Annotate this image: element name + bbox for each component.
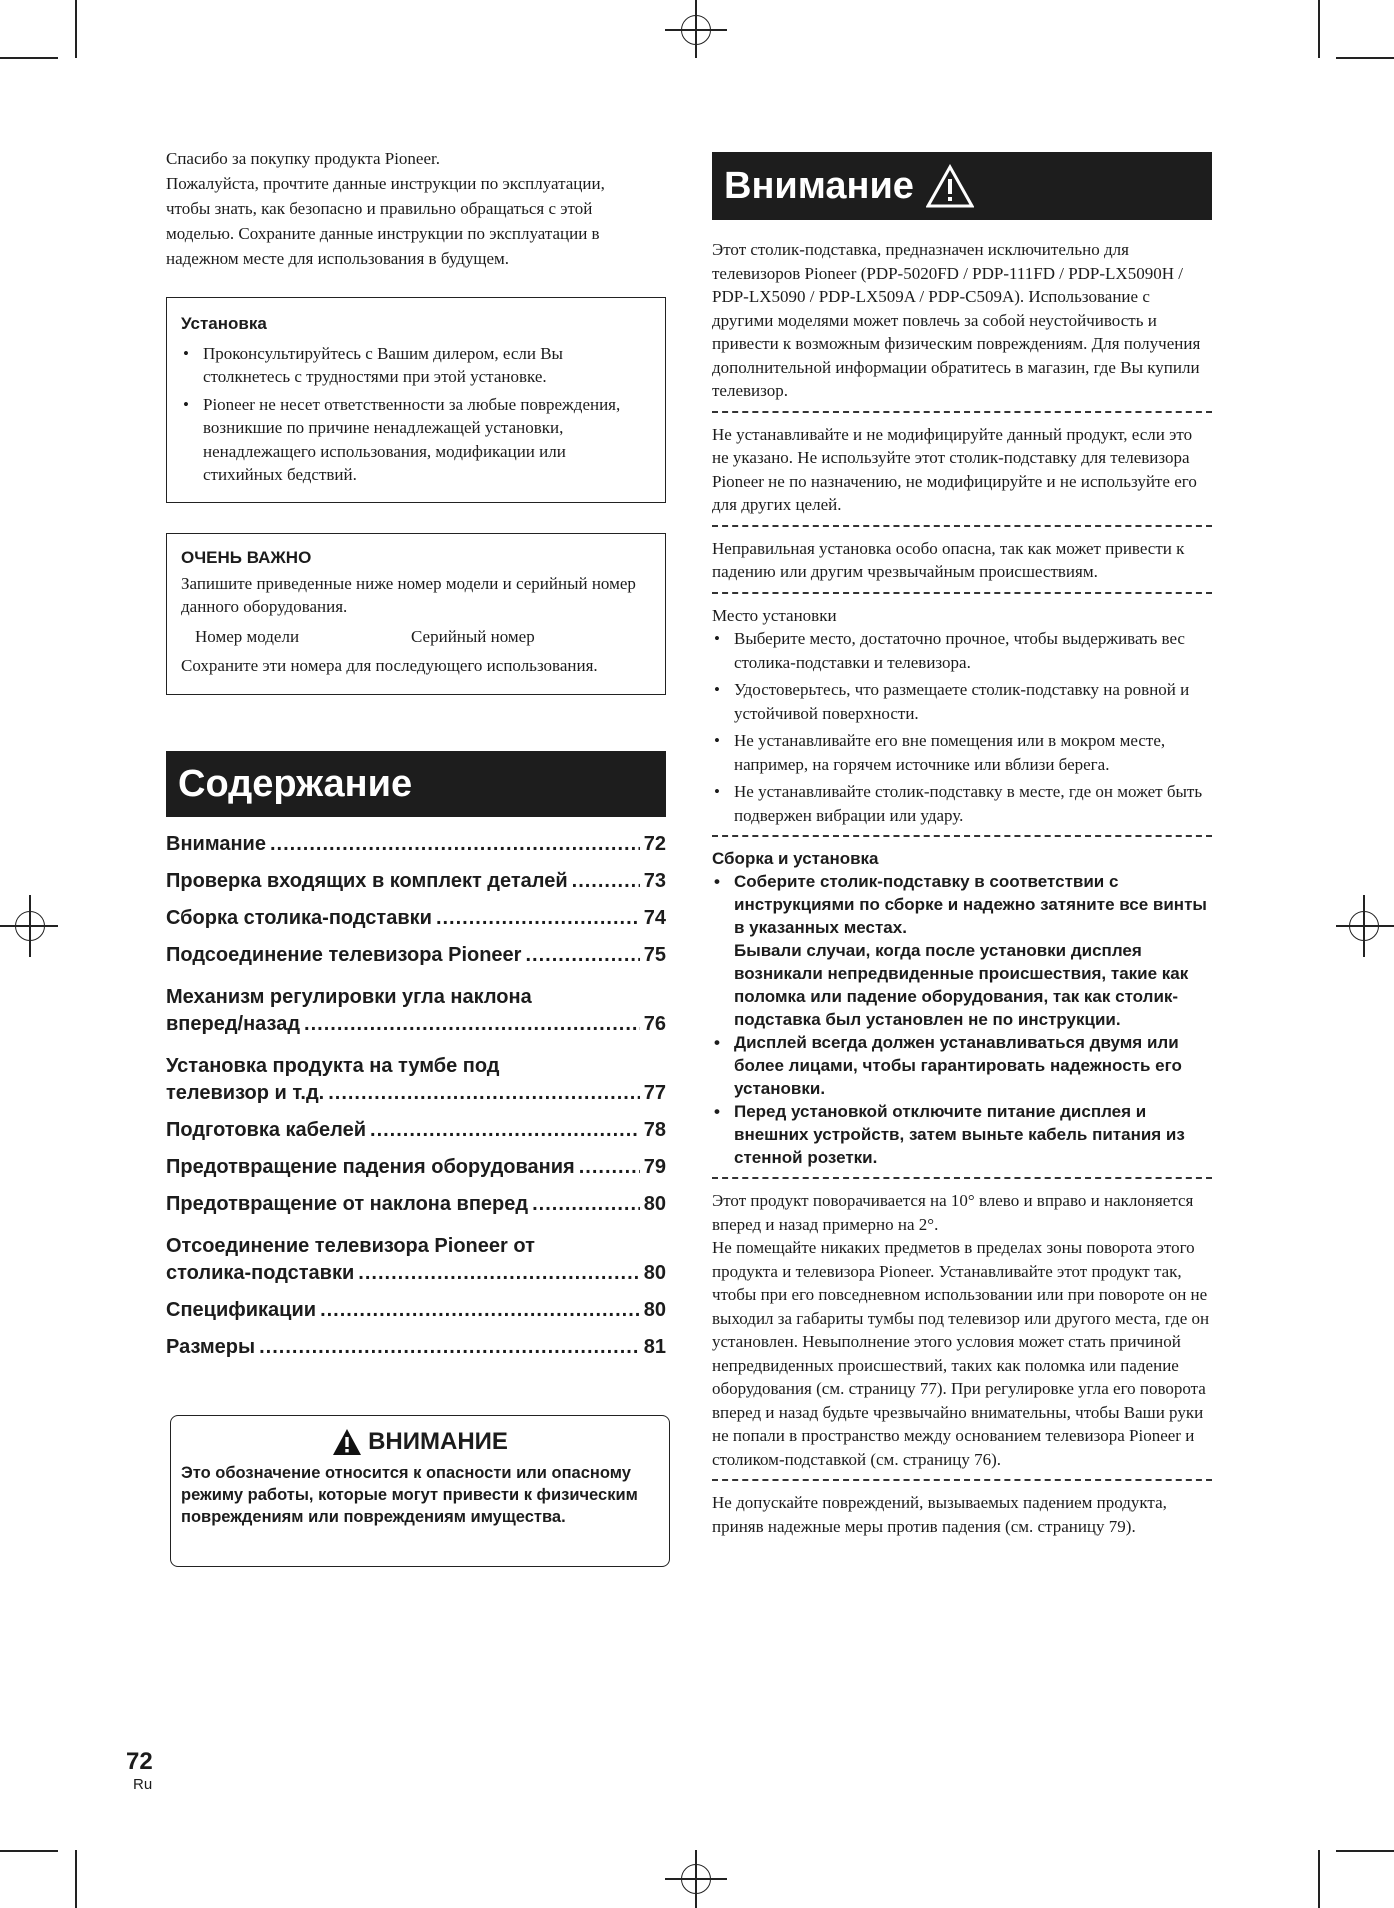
divider — [712, 592, 1212, 594]
warning-paragraph: Не устанавливайте и не модифицируйте данный продукт, если это не указано. Не используйте этот столик-подставку для телевизора Pioneer не по назначению, не модифицируйте и не используйте его для других целей. — [712, 424, 1197, 514]
important-box — [166, 533, 666, 695]
toc-entry[interactable]: Предотвращение падения оборудования ..... 79 — [166, 1156, 666, 1193]
toc-entry[interactable]: Внимание ..... 72 — [166, 833, 666, 870]
install-box-title: Установка — [181, 314, 267, 333]
list-item: • Не устанавливайте столик-подставку в месте, где он может быть подвержен вибрации или удару. — [712, 780, 1212, 827]
number-labels — [181, 625, 651, 649]
toc-entry[interactable]: Установка продукта на тумбе под телевизор и т.д. ..... 77 — [166, 1050, 666, 1119]
list-item: • Соберите столик-подставку в соответствии с инструкциями по сборке и надежно затяните все винты в указанных местах. Бывали случаи, когда после установки дисплея возникали непредвиденные происшествия, такие как поломка или падение оборудования, так как столик-подставка был установлен не по инструкции. — [712, 870, 1212, 1031]
warning-paragraph: Не допускайте повреждений, вызываемых падением продукта, приняв надежные меры против падения (см. страницу 79). — [712, 1493, 1167, 1536]
caution-box — [170, 1415, 670, 1567]
list-item: • Выберите место, достаточно прочное, чтобы выдерживать вес столика-подставки и телевизора. — [712, 627, 1212, 674]
model-number-label: Номер модели — [195, 626, 300, 646]
table-of-contents — [166, 833, 666, 1373]
intro-text: Спасибо за покупку продукта Pioneer. Пожалуйста, прочтите данные инструкции по эксплуатации, чтобы знать, как безопасно и правильно обращаться с этой моделью. Сохраните данные инструкции по эксплуатации в надежном месте для использования в будущем. — [166, 149, 605, 268]
contents-heading: Содержание — [166, 751, 666, 817]
language-code: Ru — [133, 1776, 153, 1793]
toc-entry[interactable]: Подсоединение телевизора Pioneer ..... 75 — [166, 944, 666, 981]
caution-title: ВНИМАНИЕ — [368, 1428, 508, 1455]
toc-entry[interactable]: Предотвращение от наклона вперед ..... 80 — [166, 1193, 666, 1230]
toc-entry[interactable]: Механизм регулировки угла наклона вперед/назад ..... 76 — [166, 981, 666, 1050]
install-item: • Проконсультируйтесь с Вашим дилером, если Вы столкнетесь с трудностями при этой установке. — [181, 342, 651, 389]
warning-triangle-icon — [926, 164, 974, 208]
divider — [712, 525, 1212, 527]
toc-entry[interactable]: Спецификации ..... 80 — [166, 1299, 666, 1336]
divider — [712, 835, 1212, 837]
toc-entry[interactable]: Сборка столика-подставки ..... 74 — [166, 907, 666, 944]
caution-text: Это обозначение относится к опасности или опасному режиму работы, которые могут привести к физическим повреждениям или повреждениям имущества. — [181, 1464, 638, 1526]
important-box-title: ОЧЕНЬ ВАЖНО — [181, 548, 312, 567]
location-title: Место установки — [712, 605, 837, 625]
toc-entry[interactable]: Размеры ..... 81 — [166, 1336, 666, 1373]
list-item: • Не устанавливайте его вне помещения или в мокром месте, например, на горячем источнике или вблизи берега. — [712, 729, 1212, 776]
divider — [712, 411, 1212, 413]
location-list — [712, 627, 1212, 827]
install-item: • Pioneer не несет ответственности за любые повреждения, возникшие по причине ненадлежащей установки, ненадлежащего использования, модификации или стихийных бедствий. — [181, 393, 651, 487]
assembly-title: Сборка и установка — [712, 849, 879, 868]
keep-numbers-text: Сохраните эти номера для последующего использования. — [181, 656, 598, 675]
warning-paragraph: Этот продукт поворачивается на 10° влево и вправо и наклоняется вперед и назад примерно на 2°. — [712, 1191, 1194, 1234]
page-number: 72 — [126, 1748, 153, 1775]
divider — [712, 1479, 1212, 1481]
list-item: • Удостоверьтесь, что размещаете столик-подставку на ровной и устойчивой поверхности. — [712, 678, 1212, 725]
list-item: • Дисплей всегда должен устанавливаться двумя или более лицами, чтобы гарантировать надежность его установки. — [712, 1031, 1212, 1100]
toc-entry[interactable]: Подготовка кабелей ..... 78 — [166, 1119, 666, 1156]
important-text: Запишите приведенные ниже номер модели и серийный номер данного оборудования. — [181, 573, 636, 616]
list-item: • Перед установкой отключите питание дисплея и внешних устройств, затем выньте кабель питания из стенной розетки. — [712, 1100, 1212, 1169]
toc-entry[interactable]: Отсоединение телевизора Pioneer от столика-подставки ..... 80 — [166, 1230, 666, 1299]
warning-triangle-icon — [332, 1428, 362, 1456]
toc-entry[interactable]: Проверка входящих в комплект деталей ..... 73 — [166, 870, 666, 907]
warning-paragraph: Не помещайте никаких предметов в пределах зоны поворота этого продукта и телевизора Pioneer. Устанавливайте этот продукт так, чтобы при его повседневном использовании или при повороте он не выходил за габариты тумбы под телевизор или другого места, где он установлен. Невыполнение этого условия может стать причиной непредвиденных происшествий, таких как поломка или падение оборудования (см. страницу 77). При регулировке угла его поворота вперед и назад будьте чрезвычайно внимательны, чтобы Ваши руки не попали в пространство между основанием телевизора Pioneer и столиком-подставкой (см. страницу 76). — [712, 1238, 1210, 1469]
install-box — [166, 297, 666, 503]
warning-paragraph: Неправильная установка особо опасна, так как может привести к падению или другим чрезвычайным происшествиям. — [712, 538, 1185, 581]
warning-heading: Внимание — [712, 152, 1212, 220]
assembly-list — [712, 870, 1212, 1169]
warning-paragraph: Этот столик-подставка, предназначен исключительно для телевизоров Pioneer (PDP-5020FD / PDP-111FD / PDP-LX5090H / PDP-LX5090 / PDP-LX509A / PDP-C509A). Использование с другими моделями может повлечь за собой неустойчивость и привести к возможным физическим повреждениям. Для получения дополнительной информации обратитесь в магазин, где Вы купили телевизор. — [712, 240, 1201, 400]
serial-number-label: Серийный номер — [411, 626, 535, 646]
divider — [712, 1177, 1212, 1179]
